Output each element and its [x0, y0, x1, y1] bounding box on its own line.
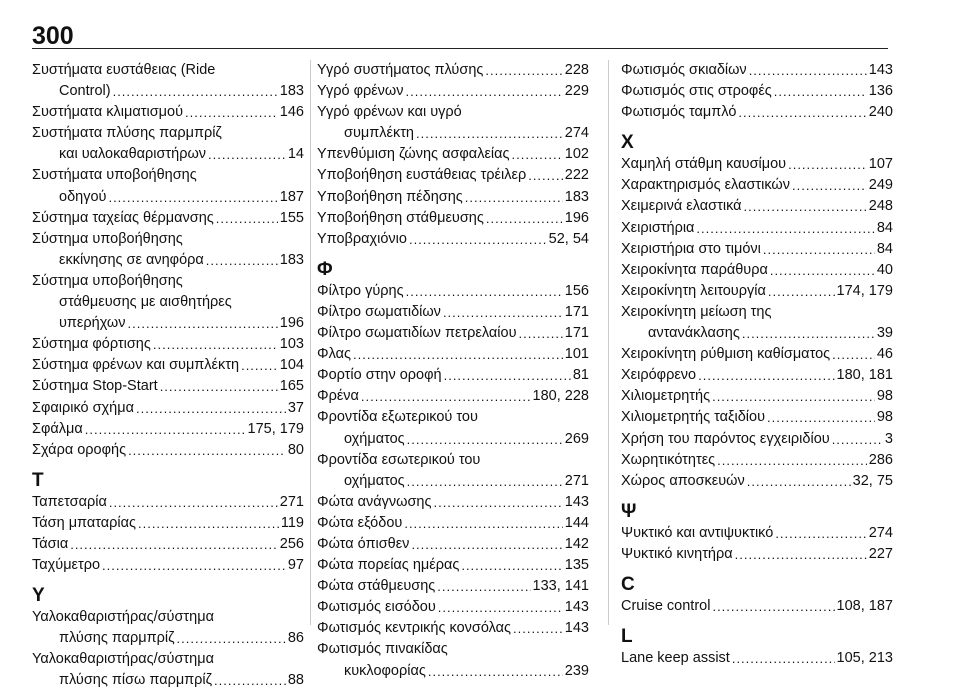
column-divider [310, 60, 311, 625]
index-entry [317, 407, 589, 449]
index-entry [317, 639, 589, 681]
index-entry [621, 386, 893, 407]
index-entry [621, 102, 893, 123]
entry-term: Υποβοήθηση ευστάθειας τρέιλερ [317, 167, 527, 184]
entry-page-numbers: 37 [287, 399, 304, 416]
dot-leader [832, 344, 875, 365]
dot-leader [461, 555, 562, 576]
entry-term: Ταπετσαρία [32, 493, 107, 510]
entry-page-numbers: 155 [279, 209, 304, 226]
index-entry [317, 597, 589, 618]
entry-term: Χειρόφρενο [621, 367, 697, 384]
entry-page-numbers: 229 [564, 83, 589, 100]
entry-term: Φλας [317, 346, 351, 363]
entry-term: Φίλτρο γύρης [317, 282, 404, 299]
index-entry [317, 229, 589, 250]
index-entry [621, 450, 893, 471]
entry-term: Σύστημα φρένων και συμπλέκτη [32, 357, 240, 374]
entry-term-continuation: οχήματος [344, 472, 405, 489]
entry-term: Lane keep assist [621, 650, 730, 667]
entry-page-numbers: 101 [564, 346, 589, 363]
entry-term: Σύστημα Stop-Start [32, 378, 158, 395]
entry-term-continuation: πλύσης πίσω παρμπρίζ [59, 672, 213, 689]
index-entry [621, 544, 893, 565]
dot-leader [160, 377, 278, 398]
entry-term-continuation: κυκλοφορίας [344, 662, 426, 679]
entry-page-numbers: 165 [279, 378, 304, 395]
dot-leader [404, 513, 562, 534]
entry-term: Υπενθύμιση ζώνης ασφαλείας [317, 146, 510, 163]
entry-page-numbers: 274 [564, 125, 589, 142]
entry-page-numbers: 175, 179 [247, 420, 304, 437]
entry-page-numbers: 171 [564, 303, 589, 320]
entry-term: Χειριστήρια [621, 219, 695, 236]
index-entry [32, 271, 304, 334]
dot-leader [486, 208, 563, 229]
dot-leader [108, 187, 277, 208]
index-entry [621, 302, 893, 344]
dot-leader [774, 81, 867, 102]
entry-term: Φωτισμός ταμπλό [621, 104, 737, 121]
index-column-1 [32, 60, 304, 692]
dot-leader [437, 576, 530, 597]
entry-page-numbers: 228 [564, 62, 589, 78]
entry-term: Σύστημα ταχείας θέρμανσης [32, 209, 214, 226]
entry-page-numbers: 227 [868, 545, 893, 562]
entry-term: Φωτισμός εισόδου [317, 599, 436, 616]
index-entry [317, 165, 589, 186]
index-entry [317, 534, 589, 555]
dot-leader [185, 102, 278, 123]
dot-leader [485, 60, 562, 81]
entry-page-numbers: 143 [564, 620, 589, 637]
dot-leader [216, 208, 278, 229]
entry-page-numbers: 135 [564, 557, 589, 574]
index-entry [317, 302, 589, 323]
index-entry [32, 649, 304, 691]
index-entry [621, 365, 893, 386]
dot-leader [763, 239, 875, 260]
entry-term: Φώτα εξόδου [317, 514, 403, 531]
entry-term: Χαμηλή στάθμη καυσίμου [621, 156, 787, 173]
dot-leader [443, 302, 563, 323]
entry-term: Φώτα πορείας ημέρας [317, 557, 460, 574]
index-entry [317, 576, 589, 597]
index-entry [621, 471, 893, 492]
index-entry [317, 187, 589, 208]
section-letter-heading: Τ [32, 469, 44, 491]
dot-leader [206, 250, 278, 271]
entry-page-numbers: 142 [564, 535, 589, 552]
dot-leader [738, 102, 866, 123]
index-entry [32, 440, 304, 461]
entry-page-numbers: 84 [876, 219, 893, 236]
section-letter-heading: Ψ [621, 500, 637, 522]
entry-term: Φίλτρο σωματιδίων [317, 303, 441, 320]
dot-leader [113, 81, 278, 102]
entry-term: Ψυκτικό και αντιψυκτικό [621, 524, 774, 541]
dot-leader [749, 60, 867, 81]
index-entry [32, 534, 304, 555]
dot-leader [353, 344, 563, 365]
dot-leader [792, 175, 867, 196]
entry-page-numbers: 183 [279, 83, 304, 100]
index-entry [317, 555, 589, 576]
dot-leader [698, 365, 834, 386]
dot-leader [128, 313, 278, 334]
entry-term: Χωρητικότητες [621, 451, 716, 468]
index-entry [621, 81, 893, 102]
dot-leader [513, 618, 563, 639]
dot-leader [85, 419, 246, 440]
entry-page-numbers: 105, 213 [836, 650, 893, 667]
entry-term: Σφαιρικό σχήμα [32, 399, 134, 416]
entry-term: Ψυκτικό κινητήρα [621, 545, 733, 562]
dot-leader [712, 386, 875, 407]
index-entry [317, 450, 589, 492]
index-entry [317, 60, 589, 81]
entry-page-numbers: 40 [876, 261, 893, 278]
entry-term-continuation: στάθμευσης με αισθητήρες [59, 294, 232, 311]
entry-term: Φρένα [317, 388, 359, 405]
entry-term: Φίλτρο σωματιδίων πετρελαίου [317, 325, 517, 342]
dot-leader [416, 123, 563, 144]
entry-page-numbers: 104 [279, 357, 304, 374]
entry-page-numbers: 222 [564, 167, 589, 184]
entry-page-numbers: 171 [564, 325, 589, 342]
index-entry [621, 154, 893, 175]
entry-term: Τάσια [32, 535, 69, 552]
dot-leader [214, 671, 286, 692]
entry-term-continuation: εκκίνησης σε ανηφόρα [59, 251, 204, 268]
entry-page-numbers: 180, 228 [532, 388, 589, 405]
index-entry [621, 429, 893, 450]
index-entry [32, 419, 304, 440]
entry-page-numbers: 174, 179 [836, 282, 893, 299]
entry-term: Συστήματα πλύσης παρμπρίζ [32, 125, 222, 142]
index-entry [317, 81, 589, 102]
index-entry [621, 407, 893, 428]
entry-term: Υγρό φρένων [317, 83, 404, 100]
section-letter-heading: Χ [621, 132, 634, 154]
dot-leader [788, 154, 867, 175]
dot-leader [406, 281, 563, 302]
entry-page-numbers: 103 [279, 336, 304, 353]
entry-page-numbers: 271 [279, 493, 304, 510]
entry-term: Φωτισμός πινακίδας [317, 641, 448, 658]
index-entry [317, 365, 589, 386]
index-entry [317, 344, 589, 365]
entry-page-numbers: 183 [564, 188, 589, 205]
index-entry [317, 618, 589, 639]
entry-term-continuation: Control) [59, 83, 111, 100]
dot-leader [770, 260, 875, 281]
index-entry [32, 376, 304, 397]
entry-term: Φώτα όπισθεν [317, 535, 410, 552]
entry-term-continuation: αντανάκλασης [648, 325, 740, 342]
index-entry [317, 513, 589, 534]
entry-term: Σφάλμα [32, 420, 83, 437]
index-entry [621, 239, 893, 260]
index-entry [621, 175, 893, 196]
dot-leader [528, 166, 563, 187]
entry-term: Χειροκίνητη ρύθμιση καθίσματος [621, 346, 831, 363]
entry-term: Χειμερινά ελαστικά [621, 198, 742, 215]
entry-page-numbers: 84 [876, 240, 893, 257]
entry-term-continuation: πλύσης παρμπρίζ [59, 630, 175, 647]
dot-leader [407, 471, 563, 492]
entry-term: Χρήση του παρόντος εγχειριδίου [621, 430, 830, 447]
entry-page-numbers: 98 [876, 388, 893, 405]
index-entry [621, 218, 893, 239]
entry-term: Χειροκίνητη μείωση της [621, 303, 772, 320]
index-entry [621, 281, 893, 302]
dot-leader [696, 218, 874, 239]
index-entry [317, 144, 589, 165]
entry-page-numbers: 108, 187 [836, 597, 893, 614]
entry-term-continuation: συμπλέκτη [344, 125, 414, 142]
entry-term: Φροντίδα εξωτερικού του [317, 409, 478, 426]
index-entry [32, 334, 304, 355]
entry-page-numbers: 143 [564, 599, 589, 616]
entry-term: Συστήματα υποβοήθησης [32, 167, 197, 184]
index-entry [32, 60, 304, 102]
index-entry [317, 323, 589, 344]
dot-leader [832, 429, 883, 450]
entry-term: Χειροκίνητη λειτουργία [621, 282, 766, 299]
dot-leader [768, 281, 835, 302]
entry-term-continuation: υπερήχων [59, 315, 126, 332]
entry-page-numbers: 180, 181 [836, 367, 893, 384]
entry-term: Σύστημα υποβοήθησης [32, 230, 183, 247]
entry-term: Χιλιομετρητής [621, 388, 711, 405]
index-entry [32, 208, 304, 229]
dot-leader [438, 597, 563, 618]
index-entry [317, 208, 589, 229]
dot-leader [742, 323, 875, 344]
entry-page-numbers: 146 [279, 104, 304, 121]
entry-term: Φροντίδα εσωτερικού του [317, 451, 481, 468]
entry-term: Φώτα στάθμευσης [317, 578, 436, 595]
dot-leader [241, 355, 278, 376]
entry-page-numbers: 183 [279, 251, 304, 268]
entry-term: Τάση μπαταρίας [32, 514, 136, 531]
entry-term: Σύστημα υποβοήθησης [32, 272, 183, 289]
dot-leader [747, 471, 851, 492]
index-column-2 [317, 60, 589, 682]
entry-page-numbers: 39 [876, 325, 893, 342]
entry-page-numbers: 239 [564, 662, 589, 679]
index-entry [621, 596, 893, 617]
entry-page-numbers: 269 [564, 430, 589, 447]
index-entry [32, 102, 304, 123]
entry-page-numbers: 256 [279, 535, 304, 552]
entry-term: Υαλοκαθαριστήρας/σύστημα [32, 609, 214, 626]
index-entry [32, 355, 304, 376]
dot-leader [512, 144, 563, 165]
entry-page-numbers: 249 [868, 177, 893, 194]
entry-page-numbers: 88 [287, 672, 304, 689]
index-entry [621, 523, 893, 544]
section-letter-heading: Υ [32, 585, 45, 607]
entry-page-numbers: 119 [280, 514, 304, 531]
dot-leader [70, 534, 278, 555]
entry-term-continuation: οδηγού [59, 188, 107, 205]
entry-term: Φωτισμός σκιαδίων [621, 62, 747, 78]
entry-term: Cruise control [621, 597, 711, 614]
entry-page-numbers: 274 [868, 524, 893, 541]
dot-leader [775, 523, 866, 544]
entry-page-numbers: 136 [868, 83, 893, 100]
index-entry [317, 102, 589, 144]
entry-page-numbers: 81 [572, 367, 589, 384]
index-entry [32, 165, 304, 207]
entry-term: Υαλοκαθαριστήρας/σύστημα [32, 651, 214, 668]
entry-page-numbers: 286 [868, 451, 893, 468]
dot-leader [744, 197, 867, 218]
entry-term: Χιλιομετρητής ταξιδίου [621, 409, 766, 426]
dot-leader [128, 440, 286, 461]
dot-leader [138, 513, 279, 534]
dot-leader [136, 398, 286, 419]
entry-term: Σχάρα οροφής [32, 441, 127, 458]
column-divider [608, 60, 609, 625]
entry-term: Χειριστήρια στο τιμόνι [621, 240, 761, 257]
entry-term-continuation: οχήματος [344, 430, 405, 447]
section-letter-heading: Φ [317, 258, 333, 280]
entry-page-numbers: 46 [876, 346, 893, 363]
entry-page-numbers: 107 [868, 156, 893, 173]
dot-leader [208, 144, 286, 165]
dot-leader [717, 450, 867, 471]
entry-term: Φωτισμός στις στροφές [621, 83, 772, 100]
dot-leader [153, 334, 278, 355]
index-entry [32, 123, 304, 165]
entry-page-numbers: 97 [287, 557, 304, 574]
entry-term-continuation: και υαλοκαθαριστήρων [59, 146, 207, 163]
header-rule [32, 48, 888, 49]
dot-leader [411, 534, 562, 555]
dot-leader [361, 386, 531, 407]
entry-page-numbers: 102 [564, 146, 589, 163]
entry-page-numbers: 3 [884, 430, 893, 447]
entry-page-numbers: 144 [564, 514, 589, 531]
section-letter-heading: C [621, 573, 635, 595]
index-entry [32, 229, 304, 271]
entry-page-numbers: 14 [287, 146, 304, 163]
entry-page-numbers: 248 [868, 198, 893, 215]
index-entry [317, 492, 589, 513]
entry-term: Συστήματα ευστάθειας (Ride [32, 62, 216, 78]
dot-leader [519, 323, 563, 344]
entry-term: Χώρος αποσκευών [621, 472, 745, 489]
entry-page-numbers: 143 [868, 62, 893, 78]
section-letter-heading: L [621, 626, 633, 648]
entry-term: Χαρακτηρισμός ελαστικών [621, 177, 791, 194]
entry-page-numbers: 240 [868, 104, 893, 121]
entry-page-numbers: 32, 75 [852, 472, 893, 489]
entry-page-numbers: 196 [279, 315, 304, 332]
entry-term: Υγρό συστήματος πλύσης [317, 62, 484, 78]
entry-term: Υγρό φρένων και υγρό [317, 104, 462, 121]
dot-leader [465, 187, 563, 208]
dot-leader [102, 555, 286, 576]
index-entry [32, 513, 304, 534]
entry-term: Υποβοήθηση στάθμευσης [317, 209, 484, 226]
entry-page-numbers: 271 [564, 472, 589, 489]
dot-leader [732, 648, 835, 669]
index-entry [621, 60, 893, 81]
entry-page-numbers: 156 [564, 282, 589, 299]
entry-page-numbers: 133, 141 [532, 578, 589, 595]
entry-term: Φώτα ανάγνωσης [317, 493, 432, 510]
index-entry [621, 260, 893, 281]
dot-leader [767, 408, 875, 429]
entry-term: Χειροκίνητα παράθυρα [621, 261, 768, 278]
dot-leader [712, 596, 834, 617]
entry-term: Συστήματα κλιματισμού [32, 104, 184, 121]
dot-leader [177, 628, 286, 649]
index-column-3 [621, 60, 893, 669]
entry-page-numbers: 80 [287, 441, 304, 458]
entry-term: Υποβοήθηση πέδησης [317, 188, 463, 205]
dot-leader [444, 365, 571, 386]
dot-leader [406, 81, 563, 102]
index-entry [32, 492, 304, 513]
dot-leader [407, 429, 563, 450]
entry-page-numbers: 52, 54 [548, 230, 589, 247]
entry-term: Ταχύμετρο [32, 557, 101, 574]
page-number: 300 [32, 22, 74, 50]
entry-page-numbers: 187 [279, 188, 304, 205]
entry-page-numbers: 98 [876, 409, 893, 426]
dot-leader [735, 544, 867, 565]
entry-term: Υποβραχιόνιο [317, 230, 407, 247]
index-entry [621, 196, 893, 217]
entry-page-numbers: 86 [287, 630, 304, 647]
index-entry [621, 344, 893, 365]
entry-term: Φωτισμός κεντρικής κονσόλας [317, 620, 512, 637]
dot-leader [409, 229, 547, 250]
index-entry [32, 555, 304, 576]
index-entry [621, 648, 893, 669]
entry-term: Σύστημα φόρτισης [32, 336, 151, 353]
dot-leader [109, 492, 278, 513]
index-entry [32, 398, 304, 419]
index-entry [317, 386, 589, 407]
dot-leader [433, 492, 562, 513]
entry-page-numbers: 196 [564, 209, 589, 226]
dot-leader [428, 661, 563, 682]
index-entry [32, 607, 304, 649]
index-entry [317, 281, 589, 302]
entry-page-numbers: 143 [564, 493, 589, 510]
entry-term: Φορτίο στην οροφή [317, 367, 442, 384]
